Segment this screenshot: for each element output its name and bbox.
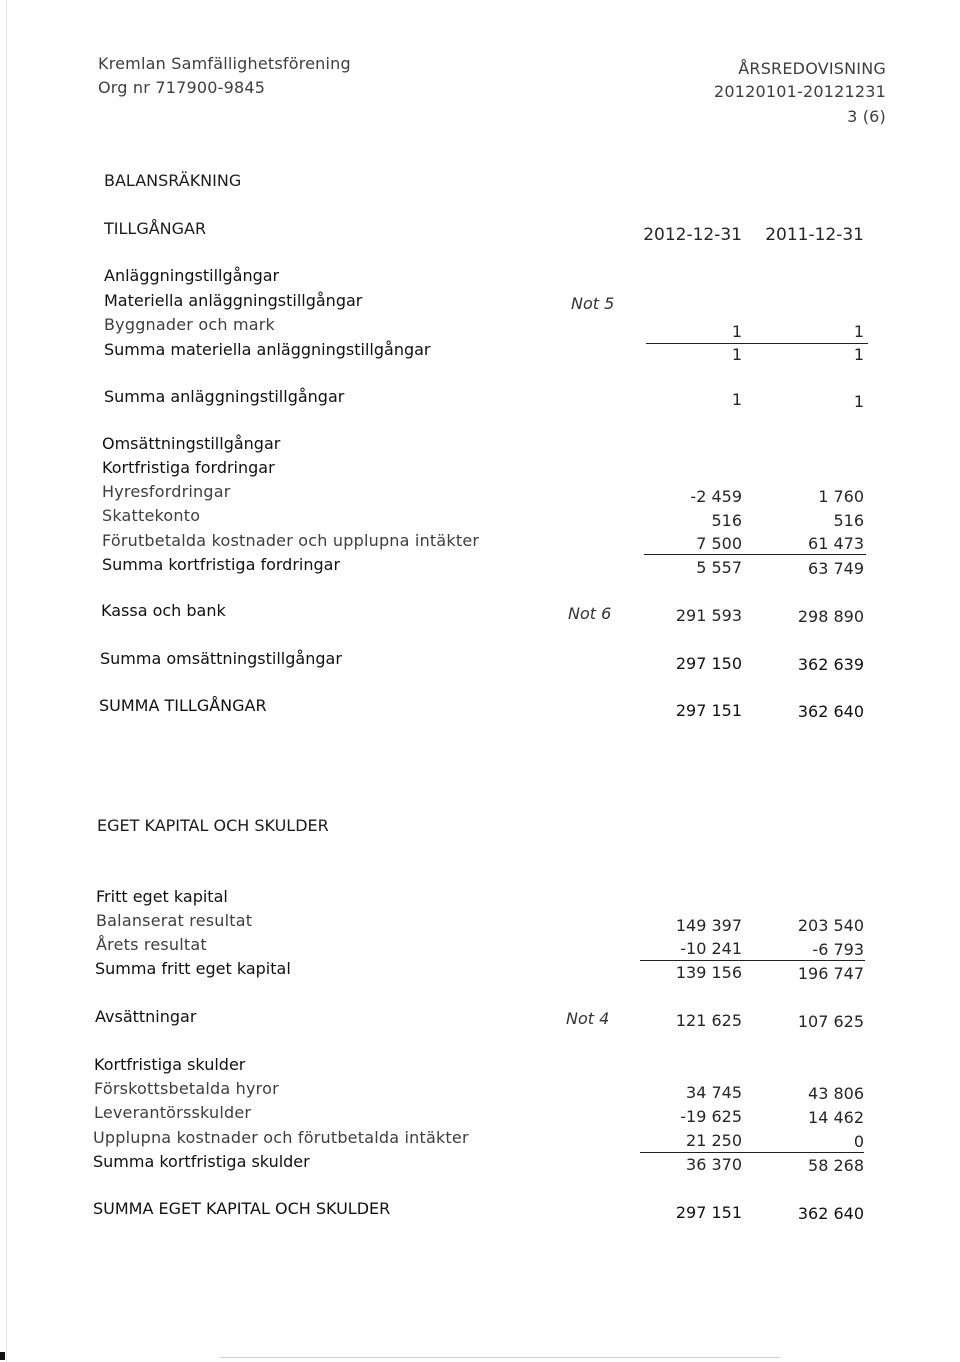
sum-rule: [646, 343, 868, 344]
row-value-2011: 61 473: [808, 534, 864, 553]
page-title: BALANSRÄKNING: [104, 171, 242, 190]
row-value-2011: 107 625: [797, 1012, 864, 1031]
row-value-2012: 1: [731, 345, 742, 364]
column-header-2012: 2012-12-31: [643, 225, 742, 245]
row-label: Hyresfordringar: [102, 482, 231, 501]
row-label: Summa anläggningstillgångar: [104, 387, 345, 406]
note-4: Not 4: [566, 1009, 610, 1028]
row-value-2011: 203 540: [797, 916, 864, 935]
row-value-2012: 516: [711, 511, 742, 530]
row-value-2012: 149 397: [675, 916, 742, 935]
org-name: Kremlan Samfällighetsförening: [98, 54, 351, 73]
row-value-2012: 21 250: [686, 1131, 742, 1150]
row-value-2012: -19 625: [680, 1107, 742, 1126]
row-label: Upplupna kostnader och förutbetalda intäkter: [93, 1128, 469, 1147]
row-value-2011: -6 793: [812, 940, 864, 959]
org-number: Org nr 717900-9845: [98, 78, 266, 97]
assets-total-label: SUMMA TILLGÅNGAR: [99, 696, 267, 715]
sum-rule: [640, 1152, 864, 1153]
receivables-heading: Kortfristiga fordringar: [102, 458, 275, 477]
assets-heading: TILLGÅNGAR: [104, 219, 207, 238]
row-label: Förskottsbetalda hyror: [94, 1079, 279, 1098]
sum-rule: [640, 960, 865, 961]
row-label: Summa kortfristiga skulder: [93, 1152, 310, 1171]
row-value-2012: 1: [731, 322, 742, 341]
row-value-2012: 297 150: [675, 654, 742, 673]
row-label: Avsättningar: [95, 1007, 197, 1026]
row-value-2011: 43 806: [808, 1084, 864, 1103]
row-value-2011: 0: [853, 1132, 864, 1151]
row-label: Summa fritt eget kapital: [95, 959, 291, 978]
free-equity-heading: Fritt eget kapital: [96, 887, 228, 906]
row-value-2011: 63 749: [808, 559, 864, 578]
equity-total-2011: 362 640: [797, 1204, 864, 1223]
column-header-2011: 2011-12-31: [765, 225, 864, 245]
row-value-2012: 1: [731, 390, 742, 409]
row-label: Förutbetalda kostnader och upplupna intäkter: [102, 531, 480, 550]
row-label: Byggnader och mark: [104, 315, 276, 334]
row-label: Årets resultat: [96, 935, 207, 954]
row-value-2012: -2 459: [690, 487, 742, 506]
assets-total-2011: 362 640: [797, 702, 864, 721]
report-period: 20120101-20121231: [713, 82, 886, 101]
equity-total-2012: 297 151: [675, 1203, 742, 1222]
row-value-2011: 58 268: [808, 1156, 864, 1175]
row-label: Kassa och bank: [101, 601, 226, 620]
row-label: Leverantörsskulder: [94, 1103, 252, 1122]
row-value-2011: 14 462: [808, 1108, 864, 1127]
row-value-2012: 5 557: [696, 558, 742, 577]
scan-artifact-line: [220, 1357, 780, 1358]
row-label: Summa kortfristiga fordringar: [102, 555, 341, 574]
note-6: Not 6: [568, 604, 612, 623]
row-value-2012: 36 370: [686, 1155, 742, 1174]
row-value-2011: 298 890: [797, 607, 864, 626]
report-title: ÅRSREDOVISNING: [738, 59, 886, 78]
row-label: Summa omsättningstillgångar: [100, 649, 342, 668]
row-value-2011: 1 760: [818, 487, 864, 506]
sum-rule: [644, 554, 866, 555]
liabilities-heading: Kortfristiga skulder: [94, 1055, 246, 1074]
row-value-2011: 196 747: [797, 964, 864, 983]
row-value-2012: 34 745: [686, 1083, 742, 1102]
row-value-2011: 1: [853, 322, 864, 341]
current-assets-heading: Omsättningstillgångar: [102, 434, 281, 453]
row-value-2011: 1: [853, 345, 864, 364]
row-label: Summa materiella anläggningstillgångar: [104, 340, 431, 359]
row-value-2011: 516: [833, 511, 864, 530]
row-value-2012: -10 241: [680, 939, 742, 958]
assets-total-2012: 297 151: [675, 701, 742, 720]
row-label: Skattekonto: [102, 506, 201, 525]
scan-edge: [6, 0, 7, 1362]
note-5: Not 5: [571, 294, 615, 313]
row-label: Balanserat resultat: [96, 911, 253, 930]
row-value-2012: 139 156: [675, 963, 742, 982]
tangible-assets-heading: Materiella anläggningstillgångar: [104, 291, 363, 310]
row-value-2011: 362 639: [797, 655, 864, 674]
page-number: 3 (6): [847, 107, 886, 126]
row-value-2012: 291 593: [675, 606, 742, 625]
fixed-assets-heading: Anläggningstillgångar: [104, 266, 280, 285]
equity-total-label: SUMMA EGET KAPITAL OCH SKULDER: [93, 1199, 391, 1218]
row-value-2011: 1: [853, 392, 864, 411]
row-value-2012: 7 500: [696, 534, 742, 553]
row-value-2012: 121 625: [675, 1011, 742, 1030]
scan-artifact-mark: [0, 1352, 5, 1360]
equity-heading: EGET KAPITAL OCH SKULDER: [97, 816, 329, 835]
